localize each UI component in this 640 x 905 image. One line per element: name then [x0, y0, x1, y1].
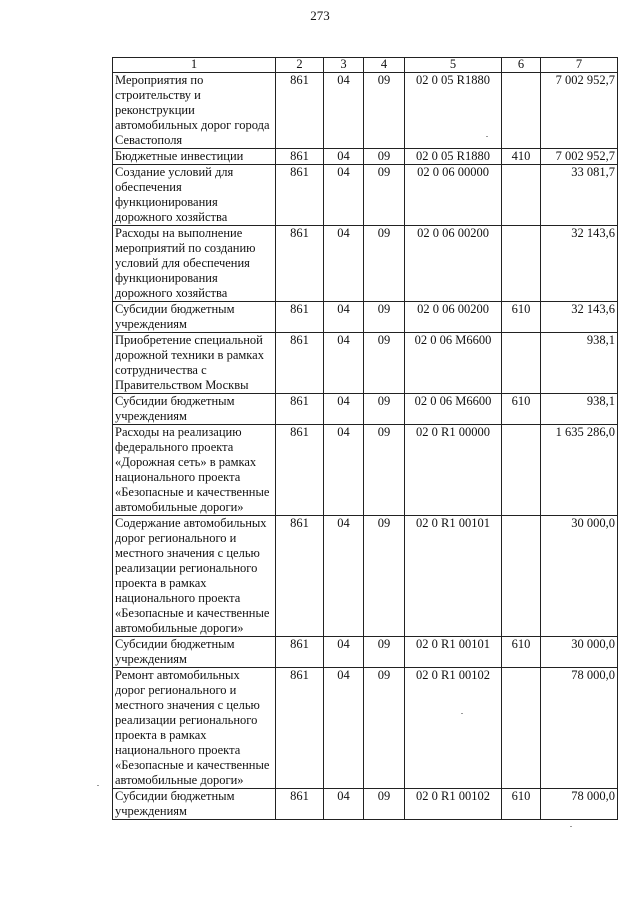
row-col-5: 02 0 06 00200 [405, 226, 502, 302]
table-row [113, 789, 618, 820]
scan-speck [486, 136, 488, 137]
table-row [113, 149, 618, 165]
row-col-6 [502, 516, 541, 637]
row-col-3: 04 [324, 789, 364, 820]
row-name: Мероприятия по строительству и реконструкции автомобильных дорог города Севастополя [113, 73, 276, 149]
row-col-4: 09 [364, 73, 405, 149]
row-col-5: 02 0 06 М6600 [405, 333, 502, 394]
row-col-4: 09 [364, 302, 405, 333]
row-name: Содержание автомобильных дорог регионального и местного значения с целью реализации регионального проекта в рамках национального проекта «Безопасные и качественные автомобильные дороги» [113, 516, 276, 637]
row-col-6: 610 [502, 637, 541, 668]
table-row [113, 516, 618, 637]
row-col-7: 78 000,0 [541, 789, 618, 820]
header-row [113, 58, 618, 73]
row-col-6 [502, 425, 541, 516]
row-col-2: 861 [276, 149, 324, 165]
row-col-6 [502, 668, 541, 789]
row-col-6: 410 [502, 149, 541, 165]
row-col-4: 09 [364, 394, 405, 425]
row-col-3: 04 [324, 333, 364, 394]
row-col-5: 02 0 05 R1880 [405, 73, 502, 149]
row-col-4: 09 [364, 789, 405, 820]
row-col-3: 04 [324, 149, 364, 165]
header-col-5: 5 [405, 58, 502, 73]
table-row [113, 668, 618, 789]
row-col-7: 30 000,0 [541, 516, 618, 637]
row-col-2: 861 [276, 73, 324, 149]
row-col-6 [502, 226, 541, 302]
row-col-6 [502, 333, 541, 394]
row-col-7: 7 002 952,7 [541, 149, 618, 165]
row-col-5: 02 0 06 М6600 [405, 394, 502, 425]
header-col-3: 3 [324, 58, 364, 73]
row-col-2: 861 [276, 637, 324, 668]
row-col-7: 32 143,6 [541, 226, 618, 302]
row-name: Субсидии бюджетным учреждениям [113, 394, 276, 425]
row-col-6 [502, 73, 541, 149]
row-col-6: 610 [502, 302, 541, 333]
row-col-3: 04 [324, 302, 364, 333]
table-row [113, 425, 618, 516]
row-col-7: 30 000,0 [541, 637, 618, 668]
row-col-7: 1 635 286,0 [541, 425, 618, 516]
table-row [113, 165, 618, 226]
row-col-4: 09 [364, 668, 405, 789]
row-col-2: 861 [276, 789, 324, 820]
row-col-3: 04 [324, 637, 364, 668]
row-name: Расходы на выполнение мероприятий по созданию условий для обеспечения функционирования дорожного хозяйства [113, 226, 276, 302]
row-col-7: 78 000,0 [541, 668, 618, 789]
row-col-2: 861 [276, 668, 324, 789]
table-row [113, 73, 618, 149]
row-col-2: 861 [276, 165, 324, 226]
row-col-7: 938,1 [541, 394, 618, 425]
header-col-7: 7 [541, 58, 618, 73]
row-col-4: 09 [364, 226, 405, 302]
row-col-7: 32 143,6 [541, 302, 618, 333]
row-col-3: 04 [324, 516, 364, 637]
row-name: Субсидии бюджетным учреждениям [113, 637, 276, 668]
table-row [113, 394, 618, 425]
row-col-2: 861 [276, 394, 324, 425]
table-row [113, 302, 618, 333]
row-col-2: 861 [276, 302, 324, 333]
row-col-6: 610 [502, 789, 541, 820]
row-name: Субсидии бюджетным учреждениям [113, 789, 276, 820]
row-col-5: 02 0 06 00200 [405, 302, 502, 333]
header-col-1: 1 [113, 58, 276, 73]
row-col-5: 02 0 R1 00102 [405, 668, 502, 789]
row-col-7: 938,1 [541, 333, 618, 394]
page-number: 273 [310, 8, 330, 23]
row-col-3: 04 [324, 73, 364, 149]
scan-speck [570, 826, 572, 827]
row-name: Приобретение специальной дорожной техники в рамках сотрудничества с Правительством Москвы [113, 333, 276, 394]
row-col-4: 09 [364, 333, 405, 394]
header-col-2: 2 [276, 58, 324, 73]
row-col-4: 09 [364, 516, 405, 637]
row-name: Бюджетные инвестиции [113, 149, 276, 165]
row-col-5: 02 0 R1 00101 [405, 637, 502, 668]
table-row [113, 226, 618, 302]
budget-table [112, 57, 618, 820]
row-col-3: 04 [324, 425, 364, 516]
row-col-5: 02 0 R1 00000 [405, 425, 502, 516]
row-col-5: 02 0 05 R1880 [405, 149, 502, 165]
row-name: Субсидии бюджетным учреждениям [113, 302, 276, 333]
row-col-4: 09 [364, 637, 405, 668]
scan-speck [97, 785, 99, 786]
row-col-5: 02 0 06 00000 [405, 165, 502, 226]
row-col-3: 04 [324, 165, 364, 226]
row-col-2: 861 [276, 425, 324, 516]
row-name: Расходы на реализацию федерального проекта «Дорожная сеть» в рамках национального проекта «Безопасные и качественные автомобильные дороги» [113, 425, 276, 516]
row-col-4: 09 [364, 165, 405, 226]
row-col-5: 02 0 R1 00101 [405, 516, 502, 637]
row-name: Ремонт автомобильных дорог регионального и местного значения с целью реализации регионального проекта в рамках национального проекта «Безопасные и качественные автомобильные дороги» [113, 668, 276, 789]
row-col-6: 610 [502, 394, 541, 425]
row-col-4: 09 [364, 425, 405, 516]
header-col-6: 6 [502, 58, 541, 73]
row-col-5: 02 0 R1 00102 [405, 789, 502, 820]
row-col-2: 861 [276, 226, 324, 302]
row-col-4: 09 [364, 149, 405, 165]
row-col-6 [502, 165, 541, 226]
row-col-3: 04 [324, 668, 364, 789]
row-name: Создание условий для обеспечения функционирования дорожного хозяйства [113, 165, 276, 226]
row-col-3: 04 [324, 226, 364, 302]
table-row [113, 637, 618, 668]
row-col-7: 7 002 952,7 [541, 73, 618, 149]
row-col-7: 33 081,7 [541, 165, 618, 226]
row-col-2: 861 [276, 516, 324, 637]
header-col-4: 4 [364, 58, 405, 73]
row-col-2: 861 [276, 333, 324, 394]
scan-speck [461, 713, 463, 714]
table-row [113, 333, 618, 394]
row-col-3: 04 [324, 394, 364, 425]
